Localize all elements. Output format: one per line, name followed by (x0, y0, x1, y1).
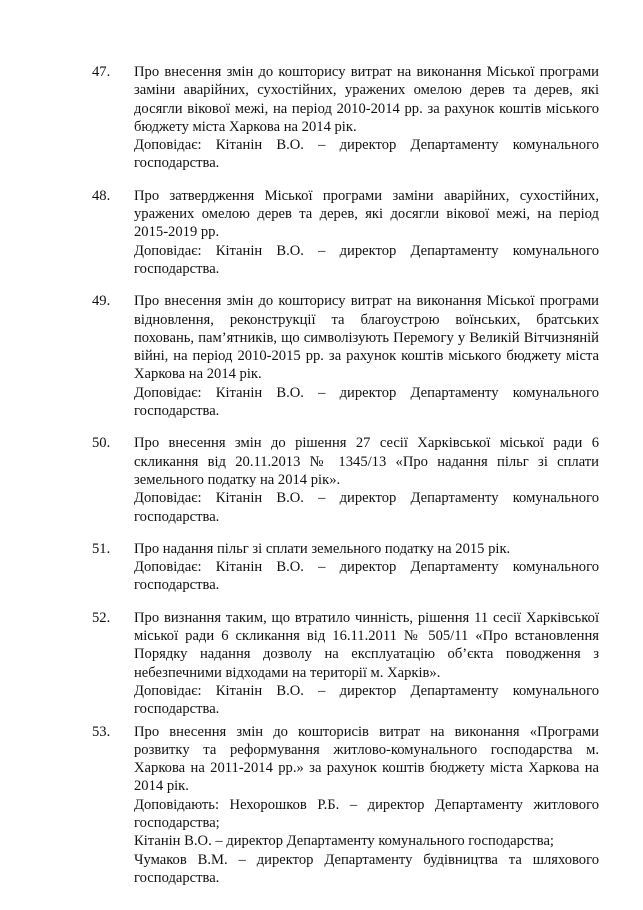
agenda-item-47 (92, 63, 599, 173)
item-body (134, 187, 599, 278)
item-speaker: Доповідає: Кітанін В.О. – директор Департаменту комунального господарства. (134, 242, 599, 277)
item-title: Про внесення змін до кошторису витрат на виконання Міської програми відновлення, реконструкції та благоустрою воїнських, братських поховань, пам’ятників, що символізують Перемогу у Великій Вітчизняній війні, на період 2010-2015 рр. за рахунок коштів міського бюджету міста Харкова на 2014 рік. (134, 293, 599, 383)
item-speaker-3: Чумаков В.М. – директор Департаменту будівництва та шляхового господарства. (134, 851, 599, 886)
item-title: Про внесення змін до кошторисів витрат на виконання «Програми розвитку та реформування житлово-комунального господарства м. Харкова на 2011-2014 рр.» за рахунок коштів бюджету міста Харкова на 2014 рік. (134, 723, 599, 795)
item-speaker: Доповідає: Кітанін В.О. – директор Департаменту комунального господарства. (134, 490, 599, 525)
item-title: Про внесення змін до рішення 27 сесії Харківської міської ради 6 скликання від 20.11.2013 № 1345/13 «Про надання пільг зі сплати земельного податку на 2014 рік». (134, 435, 599, 488)
agenda-item-48 (92, 187, 599, 278)
item-title: Про визнання таким, що втратило чинність, рішення 11 сесії Харківської міської ради 6 скликання від 16.11.2011 № 505/11 «Про встановлення Порядку надання дозволу на експлуатацію об’єкта поводження з небезпечними відходами на території м. Харків». (134, 609, 599, 681)
item-number: 52. (92, 609, 111, 626)
item-title: Про надання пільг зі сплати земельного податку на 2015 рік. (134, 540, 511, 557)
item-title: Про внесення змін до кошторису витрат на виконання Міської програми заміни аварійних, сухостійних, уражених омелою дерев та дерев, які досягли вікової межі, на період 2010-2014 рр. за рахунок коштів міського бюджету міста Харкова на 2014 рік. (134, 64, 599, 135)
item-speaker: Доповідає: Кітанін В.О. – директор Департаменту комунального господарства. (134, 559, 599, 594)
agenda-item-53 (92, 723, 599, 888)
item-body (134, 609, 599, 719)
item-speaker: Доповідає: Кітанін В.О. – директор Департаменту комунального господарства. (134, 384, 599, 420)
item-number: 48. (92, 187, 111, 204)
item-body (134, 723, 599, 888)
item-number: 53. (92, 723, 111, 740)
item-body (134, 292, 599, 420)
item-number: 47. (92, 64, 111, 80)
agenda-item-50 (92, 434, 599, 525)
item-speaker: Доповідає: Кітанін В.О. – директор Департаменту комунального господарства. (134, 682, 599, 718)
item-body (134, 540, 599, 595)
agenda-item-49 (92, 292, 599, 420)
agenda-item-52 (92, 609, 599, 719)
item-speaker-2: Кітанін В.О. – директор Департаменту комунального господарства; (134, 833, 554, 850)
item-speaker: Доповідає: Кітанін В.О. – директор Департаменту комунального господарства. (134, 137, 599, 172)
item-number: 51. (92, 540, 111, 557)
item-body (134, 63, 599, 173)
agenda-item-51 (92, 540, 599, 595)
item-number: 49. (92, 293, 111, 310)
item-title: Про затвердження Міської програми заміни аварійних, сухостійних, уражених омелою дерев та дерев, які досягли вікової межі, на період 2015-2019 рр. (134, 187, 599, 241)
item-number: 50. (92, 435, 111, 452)
item-speaker: Доповідають: Нехорошков Р.Б. – директор Департаменту житлового господарства; (134, 796, 599, 831)
item-body (134, 434, 599, 525)
